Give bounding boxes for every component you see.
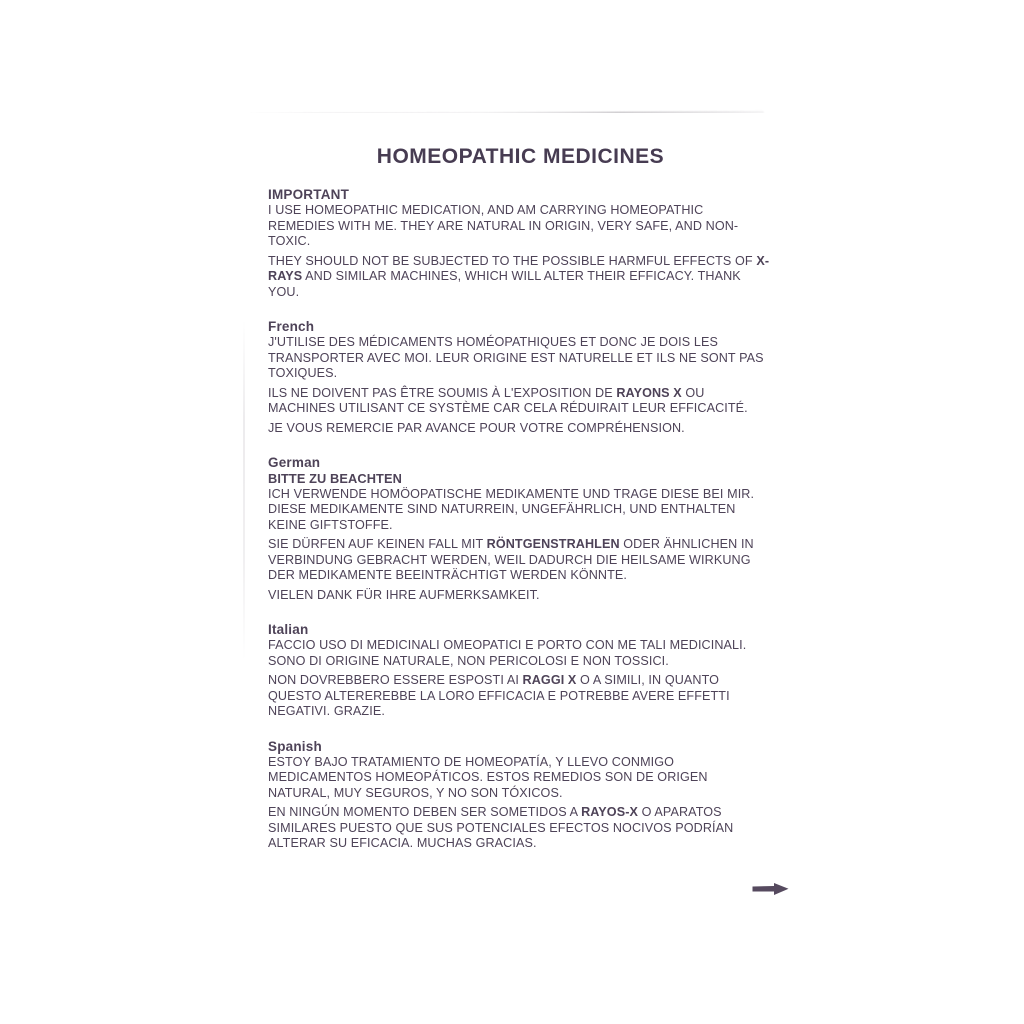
paragraph [268, 755, 773, 802]
text-segment: VIELEN DANK FÜR IHRE AUFMERKSAMKEIT. [268, 587, 540, 602]
text-segment: NON DOVREBBERO ESSERE ESPOSTI AI [268, 673, 523, 687]
section-english [268, 187, 773, 300]
section-heading: Spanish [268, 738, 322, 754]
text-segment: ICH VERWENDE HOMÖOPATISCHE MEDIKAMENTE UND TRAGE DIESE BEI MIR. DIESE MEDIKAMENTE SIND NATURREIN, UNGEFÄHRLICH, UND ENTHALTEN KEINE GIFTSTOFFE. [268, 486, 755, 532]
section-heading: German [268, 455, 321, 470]
paragraph [268, 421, 773, 437]
text-segment: O APARATOS SIMILARES PUESTO QUE SUS POTENCIALES EFECTOS NOCIVOS PODRÍAN ALTERAR SU EFICACIA. MUCHAS GRACIAS. [268, 805, 734, 850]
paragraph [268, 487, 773, 534]
text-segment: ESTOY BAJO TRATAMIENTO DE HOMEOPATÍA, Y LLEVO CONMIGO MEDICAMENTOS HOMEOPÁTICOS. ESTOS REMEDIOS SON DE ORIGEN NATURAL, MUY SEGUROS, Y NO SON TÓXICOS. [268, 754, 708, 800]
page-title: HOMEOPATHIC MEDICINES [376, 145, 665, 168]
paragraph [268, 673, 773, 720]
bold-term-rayos-x: RAYOS-X [581, 805, 638, 819]
right-arrow-icon [752, 882, 789, 896]
text-segment: ODER ÄHNLICHEN IN VERBINDUNG GEBRACHT WERDEN, WEIL DADURCH DIE HEILSAME WIRKUNG DER MEDIKAMENTE BEEINTRÄCHTIGT WERDEN KÖNNTE. [268, 537, 754, 582]
paragraph [268, 638, 773, 669]
section-subheading: BITTE ZU BEACHTEN [268, 471, 402, 486]
section-german [268, 455, 773, 603]
paragraph [268, 537, 773, 584]
document-card [245, 113, 785, 937]
section-heading: Italian [268, 622, 309, 637]
bold-term-roentgenstrahlen: RÖNTGENSTRAHLEN [486, 537, 620, 551]
text-segment: ILS NE DOIVENT PAS ÊTRE SOUMIS À L'EXPOSITION DE [268, 385, 617, 400]
section-french [268, 319, 773, 436]
text-segment: EN NINGÚN MOMENTO DEBEN SER SOMETIDOS A [268, 805, 582, 819]
paragraph [268, 203, 773, 250]
text-segment: SIE DÜRFEN AUF KEINEN FALL MIT [268, 537, 487, 551]
paragraph [268, 386, 773, 417]
text-segment: OU MACHINES UTILISANT CE SYSTÈME CAR CELA RÉDUIRAIT LEUR EFFICACITÉ. [268, 385, 748, 415]
paragraph [268, 805, 773, 852]
text-segment: JE VOUS REMERCIE PAR AVANCE POUR VOTRE COMPRÉHENSION. [268, 420, 685, 435]
section-heading: IMPORTANT [268, 187, 350, 202]
bold-term-xrays: X-RAYS [268, 253, 770, 283]
text-segment: FACCIO USO DI MEDICINALI OMEOPATICI E PORTO CON ME TALI MEDICINALI. SONO DI ORIGINE NATURALE, NON PERICOLOSI E NON TOSSICI. [268, 638, 747, 668]
bold-term-raggi-x: RAGGI X [522, 673, 577, 687]
paragraph [268, 588, 773, 604]
card-content [268, 113, 773, 852]
section-heading: French [268, 319, 315, 334]
section-italian [268, 622, 773, 720]
text-segment: AND SIMILAR MACHINES, WHICH WILL ALTER THEIR EFFICACY. THANK YOU. [268, 269, 741, 299]
paragraph [268, 254, 773, 301]
text-segment: I USE HOMEOPATHIC MEDICATION, AND AM CARRYING HOMEOPATHIC REMEDIES WITH ME. THEY ARE NATURAL IN ORIGIN, VERY SAFE, AND NON-TOXIC. [268, 203, 739, 248]
text-segment: THEY SHOULD NOT BE SUBJECTED TO THE POSSIBLE HARMFUL EFFECTS OF [268, 253, 757, 268]
bold-term-rayons-x: RAYONS X [616, 385, 682, 400]
section-spanish [268, 739, 773, 852]
paragraph [268, 335, 773, 382]
text-segment: J'UTILISE DES MÉDICAMENTS HOMÉOPATHIQUES ET DONC JE DOIS LES TRANSPORTER AVEC MOI. LEUR ORIGINE EST NATURELLE ET ILS NE SONT PAS TOXIQUES. [268, 335, 764, 380]
text-segment: O A SIMILI, IN QUANTO QUESTO ALTEREREBBE LA LORO EFFICACIA E POTREBBE AVERE EFFETTI NEGATIVI. GRAZIE. [268, 673, 730, 718]
